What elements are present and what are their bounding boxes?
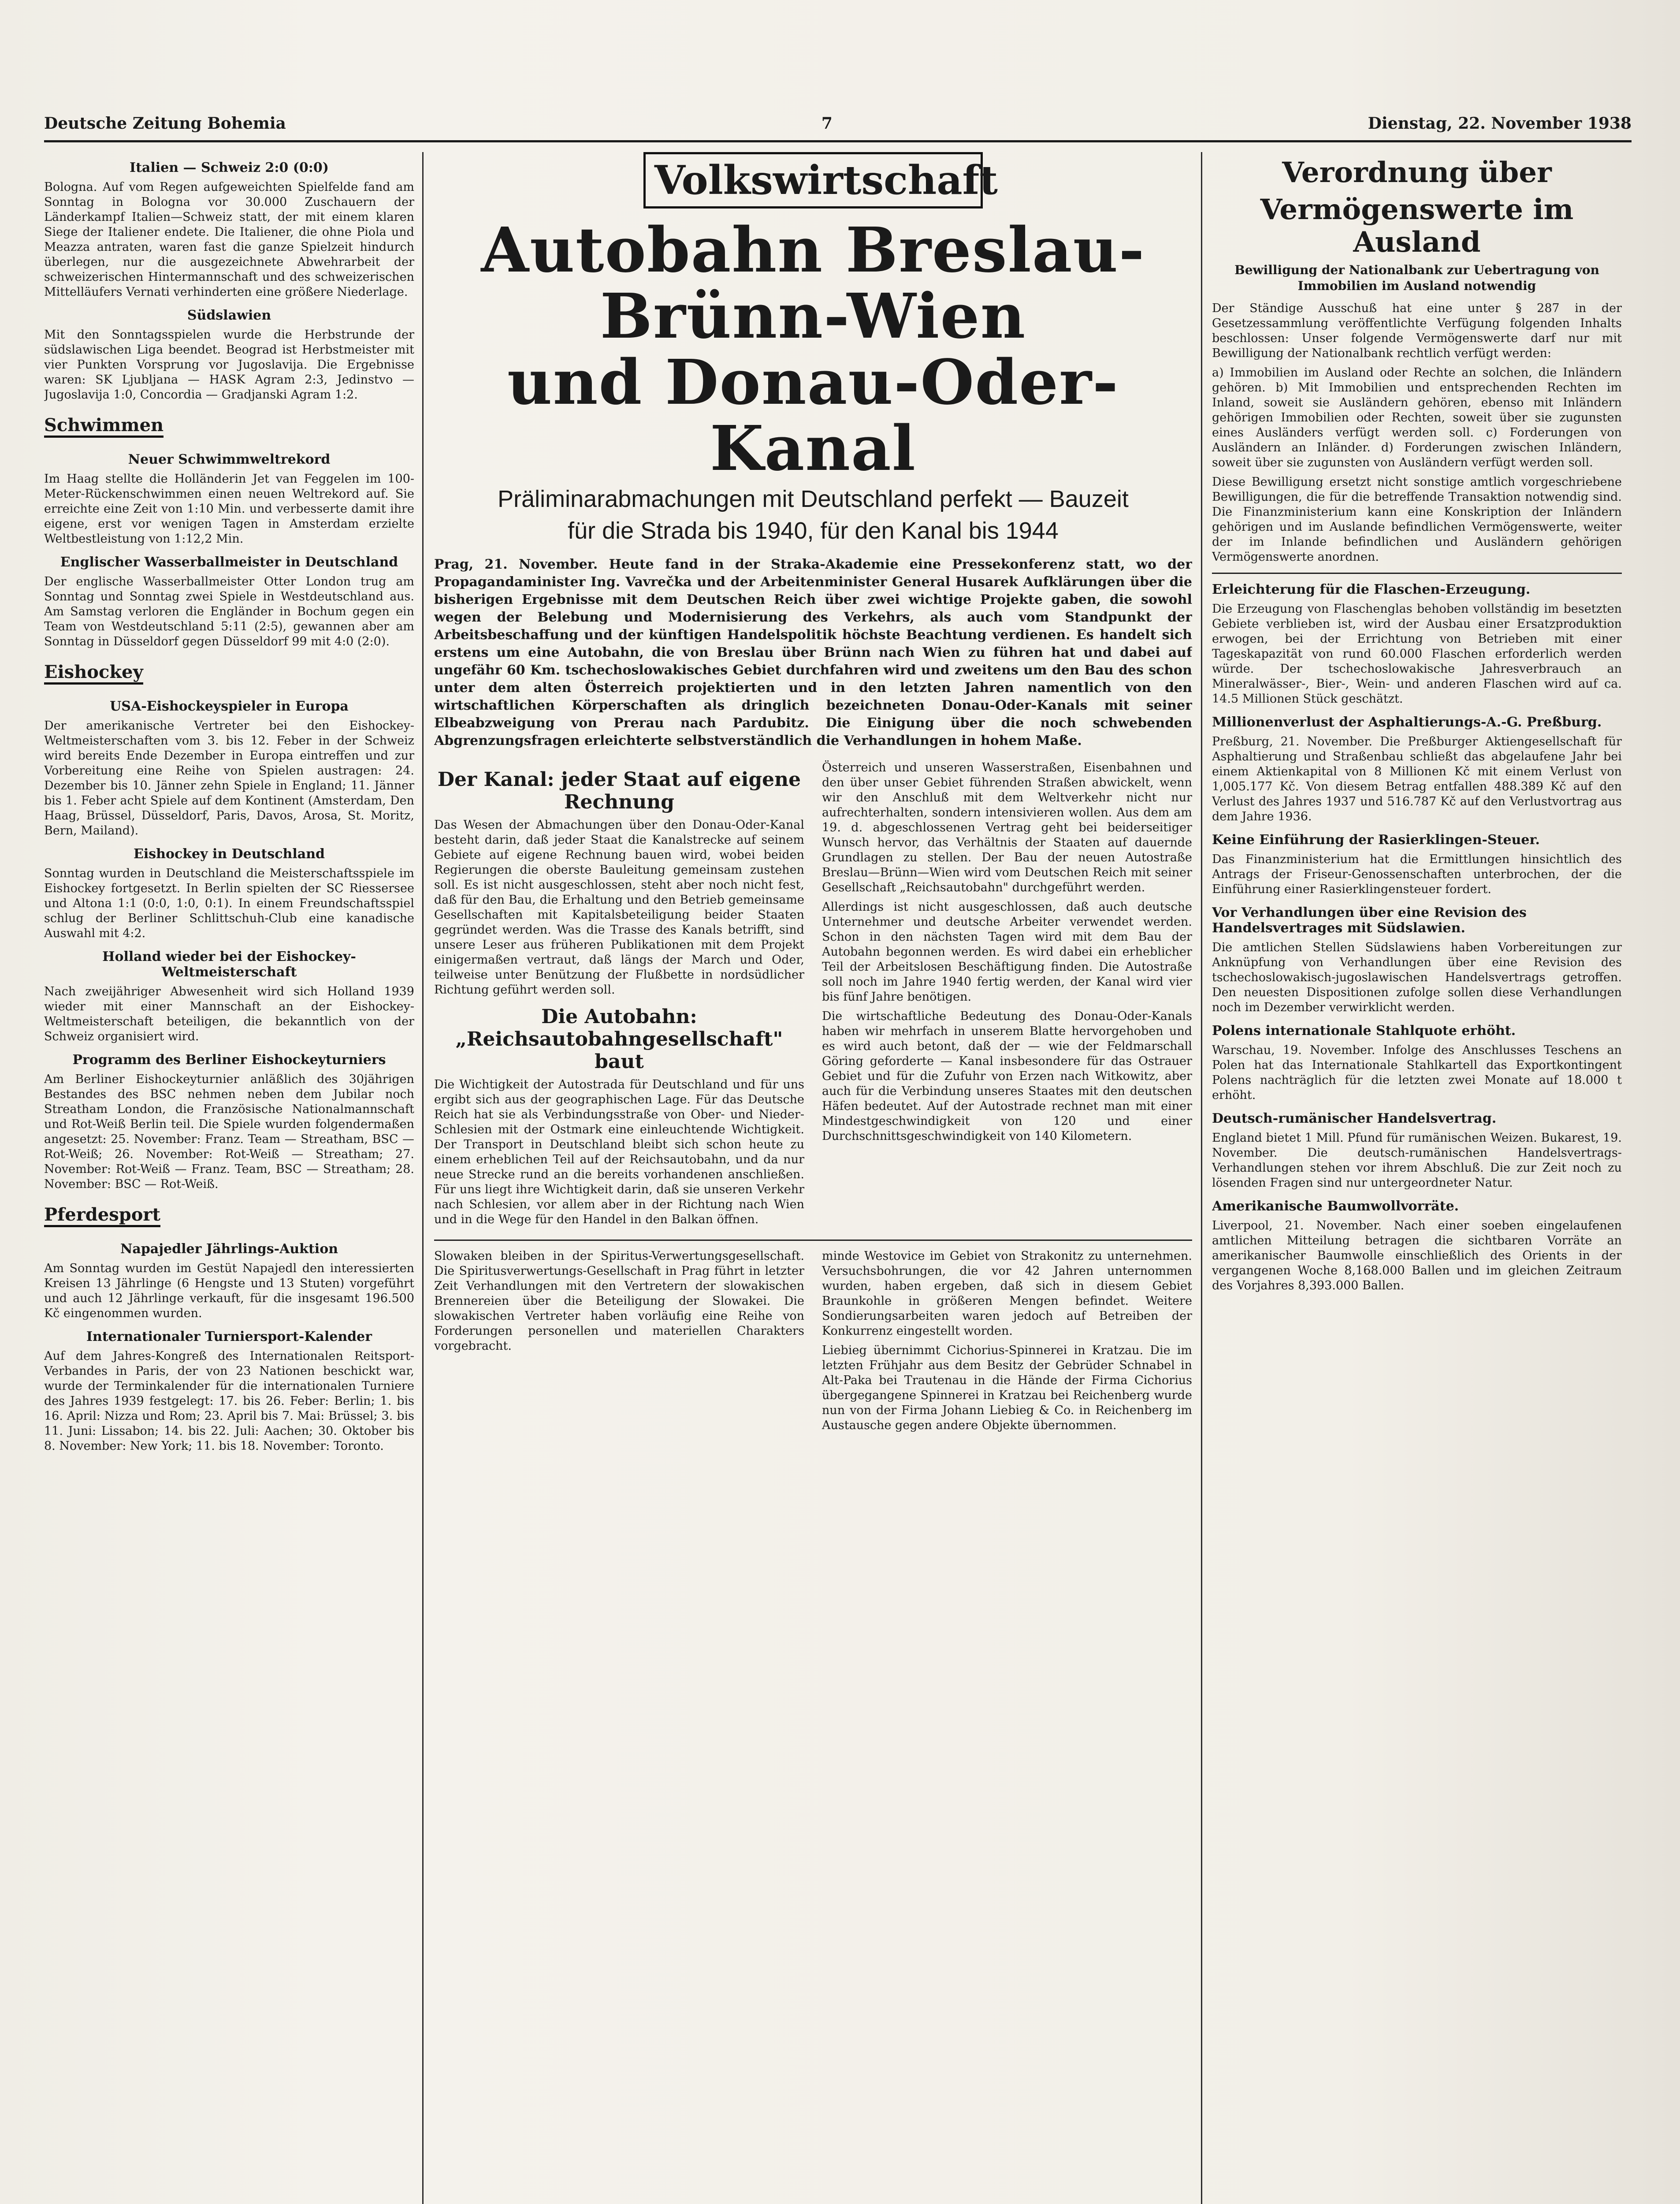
section-title-eishockey: Eishockey bbox=[44, 662, 143, 685]
deck-line2: für die Strada bis 1940, für den Kanal bis 1944 bbox=[568, 517, 1059, 544]
news-item-title: Vor Verhandlungen über eine Revision des Handelsvertrages mit Südslawien. bbox=[1212, 905, 1527, 936]
subheading-kanal: Der Kanal: jeder Staat auf eigene Rechnung bbox=[437, 768, 801, 813]
article-heading: Napajedler Jährlings-Auktion bbox=[120, 1241, 338, 1257]
header-rule bbox=[44, 140, 1632, 142]
main-headline-line2: und Donau-Oder-Kanal bbox=[507, 346, 1119, 485]
article-text: Warschau, 19. November. Infolge des Anschlusses Teschens an Polen hat das Internationale Stahlkartell das Exportkontingent Polens nachträglich für die letzten zwei Monate auf 18.000 t erhöht. bbox=[1212, 1043, 1622, 1102]
article-text: Allerdings ist nicht ausgeschlossen, daß auch deutsche Unternehmer und deutsche Arbeiter verwendet werden. Schon in den nächsten Tagen wird mit dem Bau der Autobahn begonnen werden. Es wird dabei ein erheblicher Teil der Arbeitslosen Beschäftigung finden. Die Autostraße soll noch im Jahre 1940 fertig werden, der Kanal wird vier bis fünf Jahre benötigen. bbox=[822, 900, 1192, 1004]
section-box-title: Volkswirtschaft bbox=[643, 152, 983, 208]
article-columns bbox=[434, 760, 1192, 1232]
section-divider bbox=[1212, 573, 1622, 574]
article-heading: Südslawien bbox=[187, 308, 271, 323]
article-heading: Neuer Schwimmweltrekord bbox=[128, 452, 331, 467]
news-item-title: Polens internationale Stahlquote erhöht. bbox=[1212, 1023, 1516, 1039]
main-headline-line1: Autobahn Breslau-Brünn-Wien bbox=[481, 214, 1145, 353]
right-subheadline: Bewilligung der Nationalbank zur Uebertragung von Immobilien im Ausland notwendig bbox=[1234, 263, 1599, 293]
bottom-subcolumn-left bbox=[434, 1249, 804, 1437]
article-text: Liverpool, 21. November. Nach einer soeben eingelaufenen amtlichen Mitteilung betragen die sichtbaren Vorräte an amerikanischer Baumwolle einschließlich des Orients in der vergangenen Woche 8,168.000 Ballen und im gleichen Zeitraum des Vorjahres 8,393.000 Ballen. bbox=[1212, 1219, 1622, 1292]
article-text: minde Westovice im Gebiet von Strakonitz zu unternehmen. Versuchsbohrungen, die vor 42 Jahren unternommen wurden, haben ergeben, daß sich in diesem Gebiet Braunkohle in größeren Mengen befindet. Weitere Sondierungsarbeiten waren jedoch auf Betreiben der Konkurrenz eingestellt worden. bbox=[822, 1249, 1192, 1338]
news-item-title: Millionenverlust der Asphaltierungs-A.-G. Preßburg. bbox=[1212, 715, 1602, 730]
article-subcolumn-left bbox=[434, 760, 804, 1232]
section-title-pferdesport: Pferdesport bbox=[44, 1204, 160, 1227]
article-heading: Englischer Wasserballmeister in Deutschland bbox=[60, 555, 398, 570]
news-item-title: Amerikanische Baumwollvorräte. bbox=[1212, 1199, 1459, 1214]
middle-column bbox=[434, 152, 1192, 2204]
article-text: Die wirtschaftliche Bedeutung des Donau-Oder-Kanals haben wir mehrfach in unserem Blatte hervorgehoben und es wird auch betont, daß der — wie der Feldmarschall Göring geforderte — Kanal insbesondere für das Ostrauer Gebiet und für die Zufuhr von Erzen nach Witkowitz, aber auch für die Verbindung unseres Staates mit den deutschen Häfen bedeutet. Auf der Autostrade rechnet man mit einer Mindestgeschwindigkeit von 120 und einer Durchschnittsgeschwindigkeit von 140 Kilometern. bbox=[822, 1009, 1192, 1143]
article-text: Mit den Sonntagsspielen wurde die Herbstrunde der südslawischen Liga beendet. Beograd ist Herbstmeister mit vier Punkten Vorsprung vor Jugoslavija. Die Ergebnisse waren: SK Ljubljana — HASK Agram 2:3, Jedinstvo — Jugoslavija 1:0, Concordia — Gradjanski Agram 1:2. bbox=[44, 328, 414, 402]
article-text: Der amerikanische Vertreter bei den Eishockey-Weltmeisterschaften vom 3. bis 12. Feber in der Schweiz wird bereits Ende Dezember in Europa eintreffen und zur Vorbereitung eine Reihe von Spielen austragen: 24. Dezember bis 10. Jänner zehn Spiele in England; 11. Jänner bis 1. Feber acht Spiele auf dem Kontinent (Amsterdam, Den Haag, Brüssel, Düsseldorf, Paris, Davos, Arosa, St. Moritz, Bern, Mailand). bbox=[44, 719, 414, 838]
page-header bbox=[44, 110, 1632, 137]
article-text: Nach zweijähriger Abwesenheit wird sich Holland 1939 wieder mit einer Mannschaft an der Eishockey-Weltmeisterschaft beteiligen, die bekanntlich von der Schweiz organisiert wird. bbox=[44, 985, 414, 1043]
right-headline-line2: Vermögenswerte im Ausland bbox=[1260, 193, 1574, 259]
news-item-title: Deutsch-rumänischer Handelsvertrag. bbox=[1212, 1111, 1497, 1126]
article-text: Slowaken bleiben in der Spiritus-Verwertungsgesellschaft. Die Spiritusverwertungs-Gesellschaft in Prag führt in letzter Zeit Verhandlungen mit den Vertretern der slowakischen Brennereien über die Beteiligung der Slowakei. Die slowakischen Vertreter haben vorläufig eine Reihe von Forderungen personellen und materiellen Charakters vorgebracht. bbox=[434, 1249, 804, 1353]
subheading-autobahn: Die Autobahn: „Reichsautobahngesellschaft" baut bbox=[455, 1005, 783, 1073]
article-text: Bologna. Auf vom Regen aufgeweichten Spielfelde fand am Sonntag in Bologna vor 30.000 Zuschauern der Länderkampf Italien—Schweiz statt, der mit einem klaren Siege der Italiener endete. Die Italiener, die ohne Piola und Meazza antraten, waren fast die ganze Spielzeit hindurch überlegen, nur die ausgezeichnete Abwehrarbeit der schweizerischen Hintermannschaft und des schweizerischen Mittelläufers Vernati verhinderten eine größere Niederlage. bbox=[44, 180, 414, 299]
right-column bbox=[1212, 152, 1622, 2204]
deck-line1: Präliminarabmachungen mit Deutschland perfekt — Bauzeit bbox=[498, 486, 1129, 512]
article-text: Die amtlichen Stellen Südslawiens haben Vorbereitungen zur Anknüpfung von Verhandlungen über eine Revision des tschechoslowakisch-jugoslawischen Handelsvertrags getroffen. Den neuesten Dispositionen zufolge sollen diese Verhandlungen noch im Dezember verwirklicht werden. bbox=[1212, 941, 1622, 1014]
news-item-title: Keine Einführung der Rasierklingen-Steuer. bbox=[1212, 832, 1540, 848]
article-subcolumn-right bbox=[822, 760, 1192, 1232]
article-heading: Programm des Berliner Eishockeyturniers bbox=[72, 1052, 386, 1068]
article-text: Auf dem Jahres-Kongreß des Internationalen Reitsport-Verbandes in Paris, der von 23 Nationen beschickt war, wurde der Terminkalender für die internationalen Turniere des Jahres 1939 festgelegt: 17. bis 26. Feber: Berlin; 1. bis 16. April: Nizza und Rom; 23. April bis 7. Mai: Brüssel; 3. bis 11. Juni: Lissabon; 14. bis 22. Juli: Aachen; 30. Oktober bis 8. November: New York; 11. bis 18. November: Toronto. bbox=[44, 1349, 414, 1453]
article-heading: Holland wieder bei der Eishockey-Weltmeisterschaft bbox=[102, 949, 356, 980]
page-number: 7 bbox=[821, 114, 833, 133]
article-text: Preßburg, 21. November. Die Preßburger Aktiengesellschaft für Asphaltierung und Straßenbau schließt das abgelaufene Jahr bei einem Aktienkapital von 8 Millionen Kč mit einem Verlust von 1,005.177 Kč. Von diesem Betrag entfallen 488.389 Kč auf den Verlust des Jahres 1937 und 516.787 Kč auf den Verlustvortrag aus dem Jahre 1936. bbox=[1212, 735, 1622, 823]
lead-paragraph: Prag, 21. November. Heute fand in der Straka-Akademie eine Pressekonferenz statt, wo der Propagandaminister Ing. Vavrečka und der Arbeitenminister General Husarek Aufklärungen über die bisherigen Ergebnisse mit dem Deutschen Reich über zwei wichtige Projekte gaben, die sowohl wegen der Belebung und Modernisierung des Verkehrs, als auch vom Standpunkt der Arbeitsbeschaffung und der künftigen Handelspolitik höchste Beachtung verdienen. Es handelt sich erstens um eine Autobahn, die von Breslau über Brünn nach Wien zu führen hat und dabei auf ungefähr 60 Km. tschechoslowakisches Gebiet durchfahren wird und zweitens um den Bau des schon unter dem alten Österreich projektierten und in den letzten Jahren namentlich von den wirtschaftlichen Körperschaften als dringlich bezeichneten Donau-Oder-Kanals mit seiner Elbeabzweigung von Prerau nach Pardubitz. Die Einigung über die noch schwebenden Abgrenzungsfragen erleichterte selbstverständlich die Verhandlungen in hohem Maße. bbox=[434, 557, 1192, 748]
article-text: Die Erzeugung von Flaschenglas behoben vollständig im besetzten Gebiete verblieben ist, wird der Ausbau einer Ersatzproduktion erwogen, bei der Errichtung von Betrieben mit einer Tageskapazität von rund 60.000 Flaschen erforderlich werden würde. Der tschechoslowakische Jahresverbrauch an Mineralwässer-, Bier-, Wein- und anderen Flaschen wird auf ca. 14.5 Millionen Stück geschätzt. bbox=[1212, 602, 1622, 706]
article-text: Am Berliner Eishockeyturnier anläßlich des 30jährigen Bestandes des BSC nehmen neben dem Jubilar noch Streatham London, die Französische Nationalmannschaft und Rot-Weiß Berlin teil. Die Spiele wurden folgendermaßen angesetzt: 25. November: Franz. Team — Streatham, BSC — Rot-Weiß; 26. November: Rot-Weiß — Streatham; 27. November: Rot-Weiß — Franz. Team, BSC — Streatham; 28. November: BSC — Rot-Weiß. bbox=[44, 1072, 414, 1191]
article-text: Österreich und unseren Wasserstraßen, Eisenbahnen und den über unser Gebiet führenden Straßen abwickelt, wenn wir den Anschluß mit dem Weltverkehr nicht nur aufrechterhalten, sondern intensivieren wollen. Aus dem am 19. d. abgeschlossenen Vertrag geht bei beiderseitiger Wunsch hervor, das Verhältnis der Staaten auf dauernde Grundlagen zu stellen. Der Bau der neuen Autostraße Breslau—Brünn—Wien wird vom Deutschen Reich mit seiner Gesellschaft „Reichsautobahn" durchgeführt werden. bbox=[822, 761, 1192, 894]
column-divider-left bbox=[422, 152, 424, 2204]
right-headline-line1: Verordnung über bbox=[1282, 156, 1552, 189]
article-text: Der englische Wasserballmeister Otter London trug am Sonntag und Sonntag zwei Spiele in Westdeutschland aus. Am Samstag verloren die Engländer in Bochum gegen ein Team von Westdeutschland 5:11 (2:5), gewannen aber am Sonntag in Düsseldorf gegen Düsseldorf 99 mit 4:0 (2:0). bbox=[44, 575, 414, 648]
article-text: Das Finanzministerium hat die Ermittlungen hinsichtlich des Antrags der Friseur-Genossenschaften unterbrochen, der die Einführung einer Rasierklingensteuer fordert. bbox=[1212, 853, 1622, 896]
article-heading: Eishockey in Deutschland bbox=[133, 846, 325, 862]
article-text: Diese Bewilligung ersetzt nicht sonstige amtlich vorgeschriebene Bewilligungen, die für die betreffende Transaktion notwendig sind. Die Finanzministerium kann eine Konskription der Inländern gehörigen und im Auslande befindlichen Vermögenswerte, weiter der im Inlande befindlichen und Ausländern gehörigen Vermögenswerte anordnen. bbox=[1212, 475, 1622, 564]
article-text: a) Immobilien im Ausland oder Rechte an solchen, die Inländern gehören. b) Mit Immobilien und entsprechenden Rechten im Inland, soweit sie Ausländern gehören, ebenso mit Inländern gehörigen Immobilien oder Rechten, soweit über sie zugunsten eines Ausländers verfügt werden soll. c) Forderungen von Ausländern an Inländer. d) Forderungen zwischen Inländern, soweit über sie zugunsten von Ausländern verfügt werden soll. bbox=[1212, 366, 1622, 469]
article-text: Das Wesen der Abmachungen über den Donau-Oder-Kanal besteht darin, daß jeder Staat die Kanalstrecke auf seinem Gebiete auf eigene Rechnung bauen wird, wobei beiden Regierungen die oberste Bauleitung gemeinsam zustehen soll. Es ist nicht ausgeschlossen, steht aber noch nicht fest, daß für den Bau, die Erhaltung und den Betrieb gemeinsame Gesellschaften mit Kapitalsbeteiligung beider Staaten gegründet werden. Was die Trasse des Kanals betrifft, sind unsere Leser aus früheren Publikationen mit dem Projekt einigermaßen vertraut, daß längs der March und Oder, teilweise unter Benützung der Flußbette in nordsüdlicher Richtung geführt werden soll. bbox=[434, 818, 804, 997]
article-text: England bietet 1 Mill. Pfund für rumänischen Weizen. Bukarest, 19. November. Die deutsch-rumänischen Handelsvertrags-Verhandlungen stehen vor ihrem Abschluß. Die zur Zeit noch zu lösenden Fragen sind nur untergeordneter Natur. bbox=[1212, 1131, 1622, 1190]
article-heading: Internationaler Turniersport-Kalender bbox=[86, 1329, 372, 1344]
bottom-subcolumn-right bbox=[822, 1249, 1192, 1437]
article-text: Die Wichtigkeit der Autostrada für Deutschland und für uns ergibt sich aus der geographischen Lage. Für das Deutsche Reich hat sie als Verbindungsstraße von Ober- und Nieder-Schlesien mit der Ostmark eine einleuchtende Wichtigkeit. Der Transport in Deutschland bleibt sich schon heute zu einem erheblichen Teil auf der Reichsautobahn, und da nur neue Strecke rund an die bereits vorhandenen anschließen. Für uns liegt ihre Wichtigkeit darin, daß sie unseren Verkehr nach Schlesien, vor allem aber in der Richtung nach Wien und in die Wege für den Handel in den Balkan öffnen. bbox=[434, 1078, 804, 1226]
section-title-schwimmen: Schwimmen bbox=[44, 415, 164, 438]
bottom-columns bbox=[434, 1249, 1192, 1437]
article-heading: Italien — Schweiz 2:0 (0:0) bbox=[130, 160, 329, 175]
article-text: Liebieg übernimmt Cichorius-Spinnerei in Kratzau. Die im letzten Frühjahr aus dem Besitz der Gebrüder Schnabel in Alt-Paka bei Trautenau in die Hände der Firma Cichorius übergegangene Spinnerei in Kratzau bei Reichenberg wurde nun von der Firma Johann Liebieg & Co. in Reichenberg im Austausche gegen andere Objekte übernommen. bbox=[822, 1344, 1192, 1432]
issue-date: Dienstag, 22. November 1938 bbox=[1368, 114, 1632, 133]
column-divider-right bbox=[1201, 152, 1202, 2204]
article-text: Am Sonntag wurden im Gestüt Napajedl den interessierten Kreisen 13 Jährlinge (6 Hengste und 13 Stuten) vorgeführt und auch 12 Jährlinge verkauft, für die insgesamt 196.500 Kč eingenommen wurden. bbox=[44, 1262, 414, 1320]
article-text: Der Ständige Ausschuß hat eine unter § 287 in der Gesetzessammlung veröffentlichte Verfügung folgenden Inhalts beschlossen: Unser folgende Vermögenswerte darf nur mit Bewilligung der Nationalbank rechtlich verfügt werden: bbox=[1212, 302, 1622, 360]
newspaper-name: Deutsche Zeitung Bohemia bbox=[44, 114, 286, 133]
article-heading: USA-Eishockeyspieler in Europa bbox=[110, 699, 349, 714]
left-column bbox=[44, 152, 414, 2204]
article-text: Im Haag stellte die Holländerin Jet van Feggelen im 100-Meter-Rückenschwimmen einen neuen Weltrekord auf. Sie erreichte eine Zeit von 1:10 Min. und verbesserte damit ihre eigene, erst vor wenigen Tagen in Amsterdam erzielte Weltbestleistung von 1:12,2 Min. bbox=[44, 472, 414, 546]
section-divider bbox=[434, 1240, 1192, 1241]
news-item-title: Erleichterung für die Flaschen-Erzeugung. bbox=[1212, 582, 1531, 597]
article-text: Sonntag wurden in Deutschland die Meisterschaftsspiele im Eishockey fortgesetzt. In Berlin spielten der SC Riessersee und Altona 1:1 (0:0, 1:0, 0:1). In einem Freundschaftsspiel schlug der Berliner Schlittschuh-Club eine kanadische Auswahl mit 4:2. bbox=[44, 867, 414, 940]
